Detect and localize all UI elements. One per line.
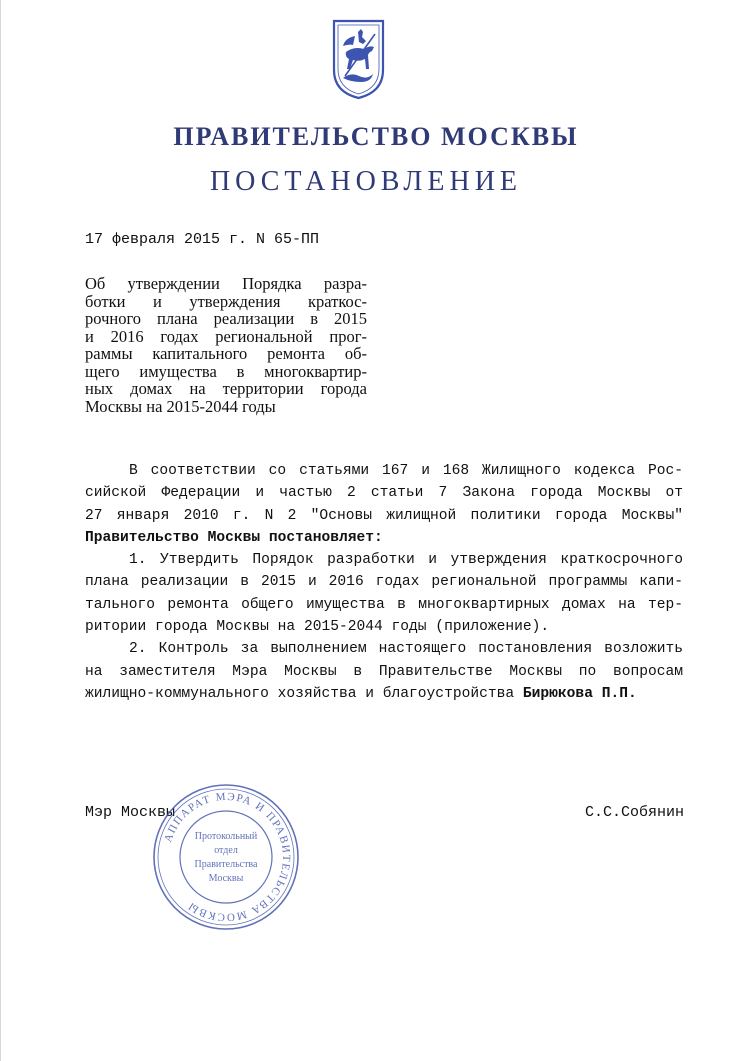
subject-line: ных домах на территории города: [85, 379, 367, 398]
stamp-center-line: Правительства: [194, 859, 258, 870]
decree-phrase: Правительство Москвы постановляет:: [85, 529, 383, 546]
signatory-name: С.С.Собянин: [585, 804, 685, 821]
stamp-ring-text: АППАРАТ МЭРА И ПРАВИТЕЛЬСТВА МОСКВЫ: [162, 790, 293, 924]
document-body: [85, 460, 683, 705]
subject-line: Москвы на 2015-2044 годы: [85, 396, 276, 416]
item-1-line: ритории города Москвы на 2015-2044 годы (приложение).: [85, 619, 550, 636]
stamp-center-line: Протокольный: [194, 831, 258, 842]
preamble-line: В соответствии со статьями 167 и 168 Жилищного кодекса Рос-: [129, 463, 683, 479]
item-2-text: жилищно-коммунального хозяйства и благоустройства: [85, 685, 523, 702]
subject-line: и 2016 годах региональной прог-: [85, 326, 367, 346]
subject-line: рочного плана реализации в 2015: [85, 309, 367, 328]
signatory-position: Мэр Москвы: [85, 804, 176, 821]
preamble-line: сийской Федерации и частью 2 статьи 7 Закона города Москвы от: [85, 485, 683, 502]
item-1-line: тального ремонта общего имущества в многоквартирных домах на тер-: [85, 596, 683, 613]
item-2-last-line: [85, 683, 683, 705]
subject-line: Об утверждении Порядка разра-: [85, 274, 367, 293]
document-date-number: 17 февраля 2015 г. N 65-ПП: [85, 231, 320, 248]
stamp-center-line: отдел: [214, 845, 238, 856]
official-stamp-icon: [151, 782, 301, 932]
document-subject: [85, 275, 367, 415]
moscow-coat-of-arms-icon: [331, 18, 386, 100]
subject-line: раммы капитального ремонта об-: [85, 344, 367, 363]
responsible-person: Бирюкова П.П.: [522, 685, 637, 702]
item-1-line: плана реализации в 2015 и 2016 годах региональной программы капи-: [85, 574, 683, 591]
preamble-line: 27 января 2010 г. N 2 "Основы жилищной политики города Москвы": [85, 507, 683, 524]
document-type: ПОСТАНОВЛЕНИЕ: [209, 166, 523, 197]
government-title: ПРАВИТЕЛЬСТВО МОСКВЫ: [173, 122, 579, 151]
item-2-line: на заместителя Мэра Москвы в Правительстве Москвы по вопросам: [85, 663, 683, 680]
subject-line: ботки и утверждения краткос-: [85, 291, 367, 311]
subject-line: щего имущества в многоквартир-: [85, 361, 367, 381]
item-2-line: 2. Контроль за выполнением настоящего постановления возложить: [129, 641, 683, 658]
item-1-line: 1. Утвердить Порядок разработки и утверждения краткосрочного: [129, 552, 683, 569]
stamp-center-line: Москвы: [208, 873, 244, 884]
